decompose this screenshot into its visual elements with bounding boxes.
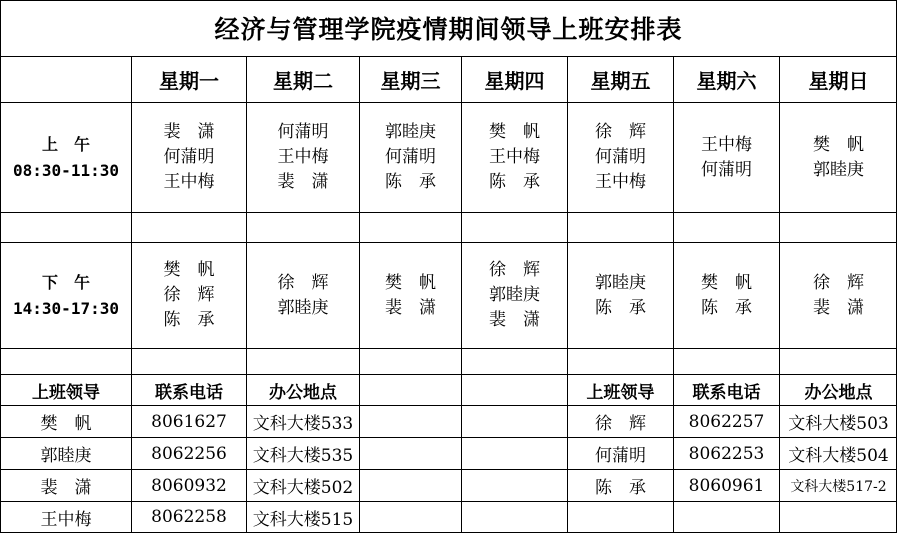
staff-name: 裴 潇	[385, 297, 436, 318]
afternoon-row	[1, 243, 897, 349]
staff-name: 何蒲明	[595, 147, 646, 167]
office-location: 文科大楼535	[247, 438, 360, 470]
afternoon-cell-tue	[247, 243, 360, 349]
empty-cell	[780, 213, 897, 243]
empty-cell	[462, 213, 568, 243]
empty-cell	[780, 349, 897, 375]
morning-label: 上 午	[41, 134, 90, 154]
afternoon-cell-fri	[568, 243, 674, 349]
empty-cell	[568, 502, 674, 533]
staff-name: 郭睦庚	[489, 285, 540, 305]
empty-cell	[360, 375, 462, 406]
leader-header: 上班领导	[568, 375, 674, 406]
phone-header: 联系电话	[674, 375, 780, 406]
phone-number: 8062256	[132, 438, 247, 470]
day-header-row	[1, 57, 897, 103]
phone-header: 联系电话	[132, 375, 247, 406]
office-location: 文科大楼503	[780, 406, 897, 438]
staff-name: 郭睦庚	[595, 272, 646, 293]
staff-name: 郭睦庚	[385, 122, 436, 142]
staff-name: 郭睦庚	[277, 297, 329, 318]
office-location: 文科大楼515	[247, 502, 360, 533]
empty-cell	[1, 349, 132, 375]
morning-cell-sat	[674, 103, 780, 213]
staff-name: 徐 辉	[163, 285, 215, 305]
empty-cell	[462, 438, 568, 470]
office-location: 文科大楼517-2	[780, 470, 897, 502]
day-header: 星期二	[247, 57, 360, 103]
empty-cell	[462, 349, 568, 375]
empty-cell	[132, 349, 247, 375]
afternoon-cell-wed	[360, 243, 462, 349]
afternoon-period-cell	[1, 243, 132, 349]
staff-name: 王中梅	[489, 147, 540, 167]
leader-name: 樊 帆	[1, 406, 132, 438]
office-header: 办公地点	[780, 375, 897, 406]
day-header: 星期六	[674, 57, 780, 103]
empty-cell	[360, 470, 462, 502]
morning-row	[1, 103, 897, 213]
morning-cell-thu	[462, 103, 568, 213]
staff-name: 裴 潇	[813, 297, 864, 318]
empty-cell	[674, 349, 780, 375]
empty-cell	[360, 349, 462, 375]
staff-name: 徐 辉	[813, 272, 864, 293]
staff-name: 陈 承	[385, 172, 436, 192]
afternoon-label: 下 午	[41, 272, 90, 292]
leader-name: 郭睦庚	[1, 438, 132, 470]
corner-cell	[1, 57, 132, 103]
staff-name: 樊 帆	[163, 260, 215, 280]
day-header: 星期四	[462, 57, 568, 103]
contact-row	[1, 502, 897, 533]
afternoon-time: 14:30-17:30	[13, 298, 119, 318]
empty-cell	[780, 502, 897, 533]
empty-cell	[1, 213, 132, 243]
contact-row	[1, 470, 897, 502]
empty-cell	[568, 349, 674, 375]
empty-cell	[360, 502, 462, 533]
staff-name: 王中梅	[163, 172, 215, 192]
empty-cell	[360, 406, 462, 438]
staff-name: 徐 辉	[489, 260, 540, 280]
staff-name: 樊 帆	[701, 272, 752, 293]
day-header: 星期五	[568, 57, 674, 103]
leader-header: 上班领导	[1, 375, 132, 406]
office-location: 文科大楼504	[780, 438, 897, 470]
office-header: 办公地点	[247, 375, 360, 406]
empty-cell	[462, 375, 568, 406]
morning-cell-fri	[568, 103, 674, 213]
empty-cell	[674, 213, 780, 243]
staff-name: 何蒲明	[385, 147, 436, 167]
day-header: 星期三	[360, 57, 462, 103]
morning-cell-mon	[132, 103, 247, 213]
phone-number: 8060961	[674, 470, 780, 502]
staff-name: 何蒲明	[163, 147, 215, 167]
staff-name: 王中梅	[595, 172, 646, 192]
empty-cell	[247, 349, 360, 375]
empty-cell	[462, 406, 568, 438]
contacts-header-row	[1, 375, 897, 406]
afternoon-cell-mon	[132, 243, 247, 349]
morning-cell-tue	[247, 103, 360, 213]
empty-cell	[360, 213, 462, 243]
phone-number: 8062257	[674, 406, 780, 438]
schedule-table	[0, 56, 897, 533]
phone-number: 8060932	[132, 470, 247, 502]
staff-name: 樊 帆	[385, 272, 436, 293]
phone-number: 8061627	[132, 406, 247, 438]
empty-cell	[568, 213, 674, 243]
spacer-row	[1, 213, 897, 243]
empty-cell	[360, 438, 462, 470]
staff-name: 裴 潇	[163, 122, 215, 142]
morning-cell-sun	[780, 103, 897, 213]
sheet-title: 经济与管理学院疫情期间领导上班安排表	[214, 15, 683, 44]
morning-period-cell	[1, 103, 132, 213]
leader-name: 徐 辉	[568, 406, 674, 438]
staff-name: 陈 承	[163, 310, 215, 330]
staff-name: 郭睦庚	[813, 159, 864, 180]
contact-row	[1, 406, 897, 438]
leader-name: 裴 潇	[1, 470, 132, 502]
staff-name: 何蒲明	[701, 159, 752, 180]
afternoon-cell-sat	[674, 243, 780, 349]
empty-cell	[132, 213, 247, 243]
spacer-row	[1, 349, 897, 375]
staff-name: 王中梅	[277, 147, 329, 167]
morning-time: 08:30-11:30	[13, 160, 119, 180]
staff-name: 陈 承	[701, 297, 752, 318]
office-location: 文科大楼533	[247, 406, 360, 438]
phone-number: 8062258	[132, 502, 247, 533]
staff-name: 裴 潇	[489, 310, 540, 330]
empty-cell	[674, 502, 780, 533]
afternoon-cell-sun	[780, 243, 897, 349]
staff-name: 樊 帆	[813, 134, 864, 155]
staff-name: 徐 辉	[277, 272, 329, 293]
staff-name: 何蒲明	[277, 122, 329, 142]
empty-cell	[462, 470, 568, 502]
morning-cell-wed	[360, 103, 462, 213]
phone-number: 8062253	[674, 438, 780, 470]
contact-row	[1, 438, 897, 470]
empty-cell	[462, 502, 568, 533]
leader-name: 何蒲明	[568, 438, 674, 470]
staff-name: 徐 辉	[595, 122, 646, 142]
empty-cell	[247, 213, 360, 243]
office-location: 文科大楼502	[247, 470, 360, 502]
staff-name: 陈 承	[595, 297, 646, 318]
afternoon-cell-thu	[462, 243, 568, 349]
staff-name: 陈 承	[489, 172, 540, 192]
leader-name: 王中梅	[1, 502, 132, 533]
staff-name: 王中梅	[701, 134, 752, 155]
leader-name: 陈 承	[568, 470, 674, 502]
day-header: 星期一	[132, 57, 247, 103]
staff-name: 樊 帆	[489, 122, 540, 142]
day-header: 星期日	[780, 57, 897, 103]
staff-name: 裴 潇	[277, 172, 329, 192]
